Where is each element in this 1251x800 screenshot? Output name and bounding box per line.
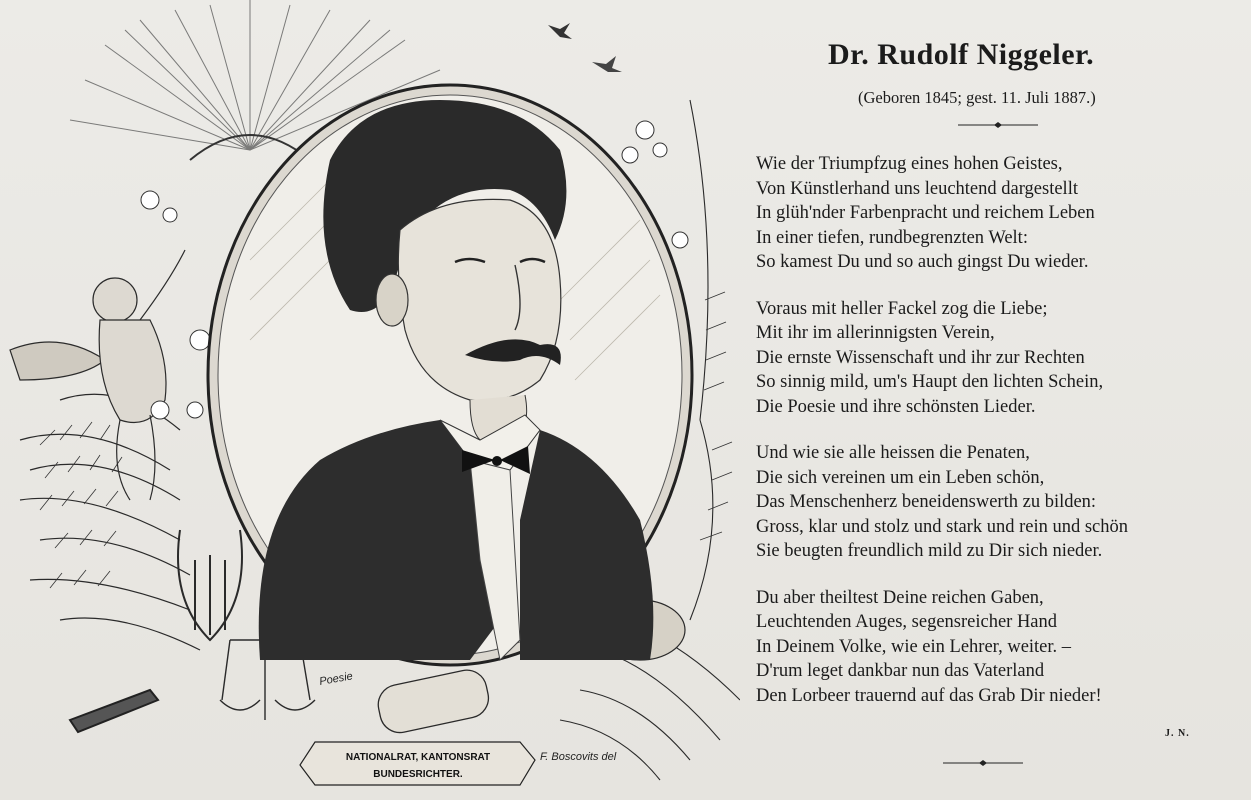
page-title: Dr. Rudolf Niggeler. <box>828 38 1095 71</box>
torch-icon <box>70 690 158 732</box>
scroll-shape <box>375 666 493 736</box>
poem-line: Das Menschenherz beneidenswerth zu bilden: <box>756 492 1097 512</box>
fern-strokes <box>700 292 732 540</box>
poem-line: Sie beugten freundlich mild zu Dir sich nieder. <box>756 541 1103 561</box>
poem-line: Wie der Triumpfzug eines hohen Geistes, <box>756 154 1063 174</box>
divider-ornament <box>958 118 1038 132</box>
stanza <box>756 586 1251 709</box>
poem-line: Die Poesie und ihre schönsten Lieder. <box>756 396 1036 417</box>
poem-line: Mit ihr im allerinnigsten Verein, <box>756 323 995 343</box>
poem-line: So kamest Du und so auch gingst Du wieder. <box>756 252 1089 272</box>
poem-line: Du aber theiltest Deine reichen Gaben, <box>756 587 1044 608</box>
lyre-icon <box>178 530 242 640</box>
poem-line: Leuchtenden Auges, segensreicher Hand <box>756 612 1058 632</box>
leaf-strokes <box>40 422 122 588</box>
poem-line: Die sich vereinen um ein Leben schön, <box>756 467 1045 488</box>
ribbon-line2: BUNDESRICHTER. <box>373 769 463 780</box>
poem-line: Von Künstlerhand uns leuchtend dargestellt <box>756 178 1078 199</box>
bird-icon <box>592 56 622 72</box>
poem-line: Gross, klar und stolz und stark und rein und schön <box>756 516 1129 537</box>
bottom-divider-ornament <box>943 756 1023 770</box>
poem-line: In einer tiefen, rundbegrenzten Welt: <box>756 227 1028 248</box>
stanza <box>756 441 1251 564</box>
stanza <box>756 152 1251 275</box>
poem-line: Und wie sie alle heissen die Penaten, <box>756 443 1030 463</box>
poem-line: In glüh'nder Farbenpracht und reichem Leben <box>756 203 1095 223</box>
cherub-figure <box>10 250 185 500</box>
poem-line: D'rum leget dankbar nun das Vaterland <box>756 661 1045 681</box>
bird-icon <box>548 23 572 39</box>
poem-line: Die ernste Wissenschaft und ihr zur Rechten <box>756 347 1085 368</box>
scroll-label: Poesie <box>318 670 354 688</box>
text-column <box>740 0 1251 800</box>
ribbon-line1: NATIONALRAT, KANTONSRAT <box>345 752 491 763</box>
poem <box>756 152 1251 730</box>
page-subtitle: (Geboren 1845; gest. 11. Juli 1887.) <box>858 88 1096 107</box>
poem-line: Voraus mit heller Fackel zog die Liebe; <box>756 298 1048 319</box>
palm-leaves-left <box>20 394 200 650</box>
artist-signature: F. Boscovits del <box>540 751 617 763</box>
stanza <box>756 297 1251 420</box>
poem-line: In Deinem Volke, wie ein Lehrer, weiter. – <box>756 636 1072 657</box>
ear <box>376 274 408 326</box>
poem-line: So sinnig mild, um's Haupt den lichten Schein, <box>756 372 1104 392</box>
poem-line: Den Lorbeer trauernd auf das Grab Dir nieder! <box>756 685 1102 706</box>
author-initials: J. N. <box>1165 728 1190 739</box>
